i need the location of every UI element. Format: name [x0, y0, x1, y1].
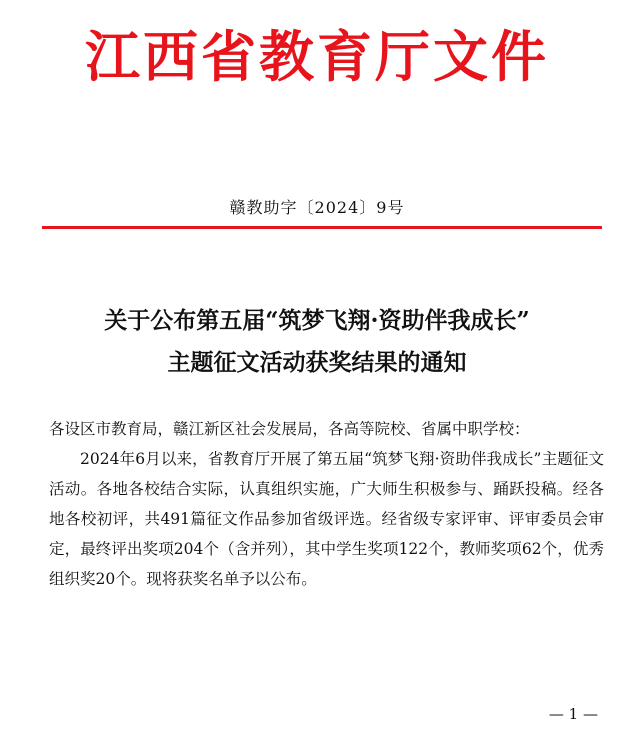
body-paragraph-1: 2024年6月以来，省教育厅开展了第五届“筑梦飞翔·资助伴我成长”主题征文活动。各地各校结合实际，认真组织实施，广大师生积极参与、踊跃投稿。经各地各校初评，共491篇征文作品参加省级评选。经省级专家评审、评审委员会审定，最终评出奖项204个（含并列），其中学生奖项122个，教师奖项62个，优秀组织奖20个。现将获奖名单予以公布。: [49, 450, 604, 588]
notice-title-line-2: 主题征文活动获奖结果的通知: [167, 349, 467, 376]
red-divider-line: [42, 226, 602, 229]
page-number: — 1 —: [548, 705, 598, 723]
notice-title: [0, 300, 634, 384]
addressees: 各设区市教育局，赣江新区社会发展局，各高等院校、省属中职学校：: [49, 420, 530, 438]
document-number: 赣教助字〔2024〕9号: [229, 198, 405, 217]
masthead-title: 江西省教育厅文件: [84, 25, 549, 89]
notice-body: [49, 414, 604, 594]
notice-title-line-1: 关于公布第五届“筑梦飞翔·资助伴我成长”: [104, 307, 530, 334]
